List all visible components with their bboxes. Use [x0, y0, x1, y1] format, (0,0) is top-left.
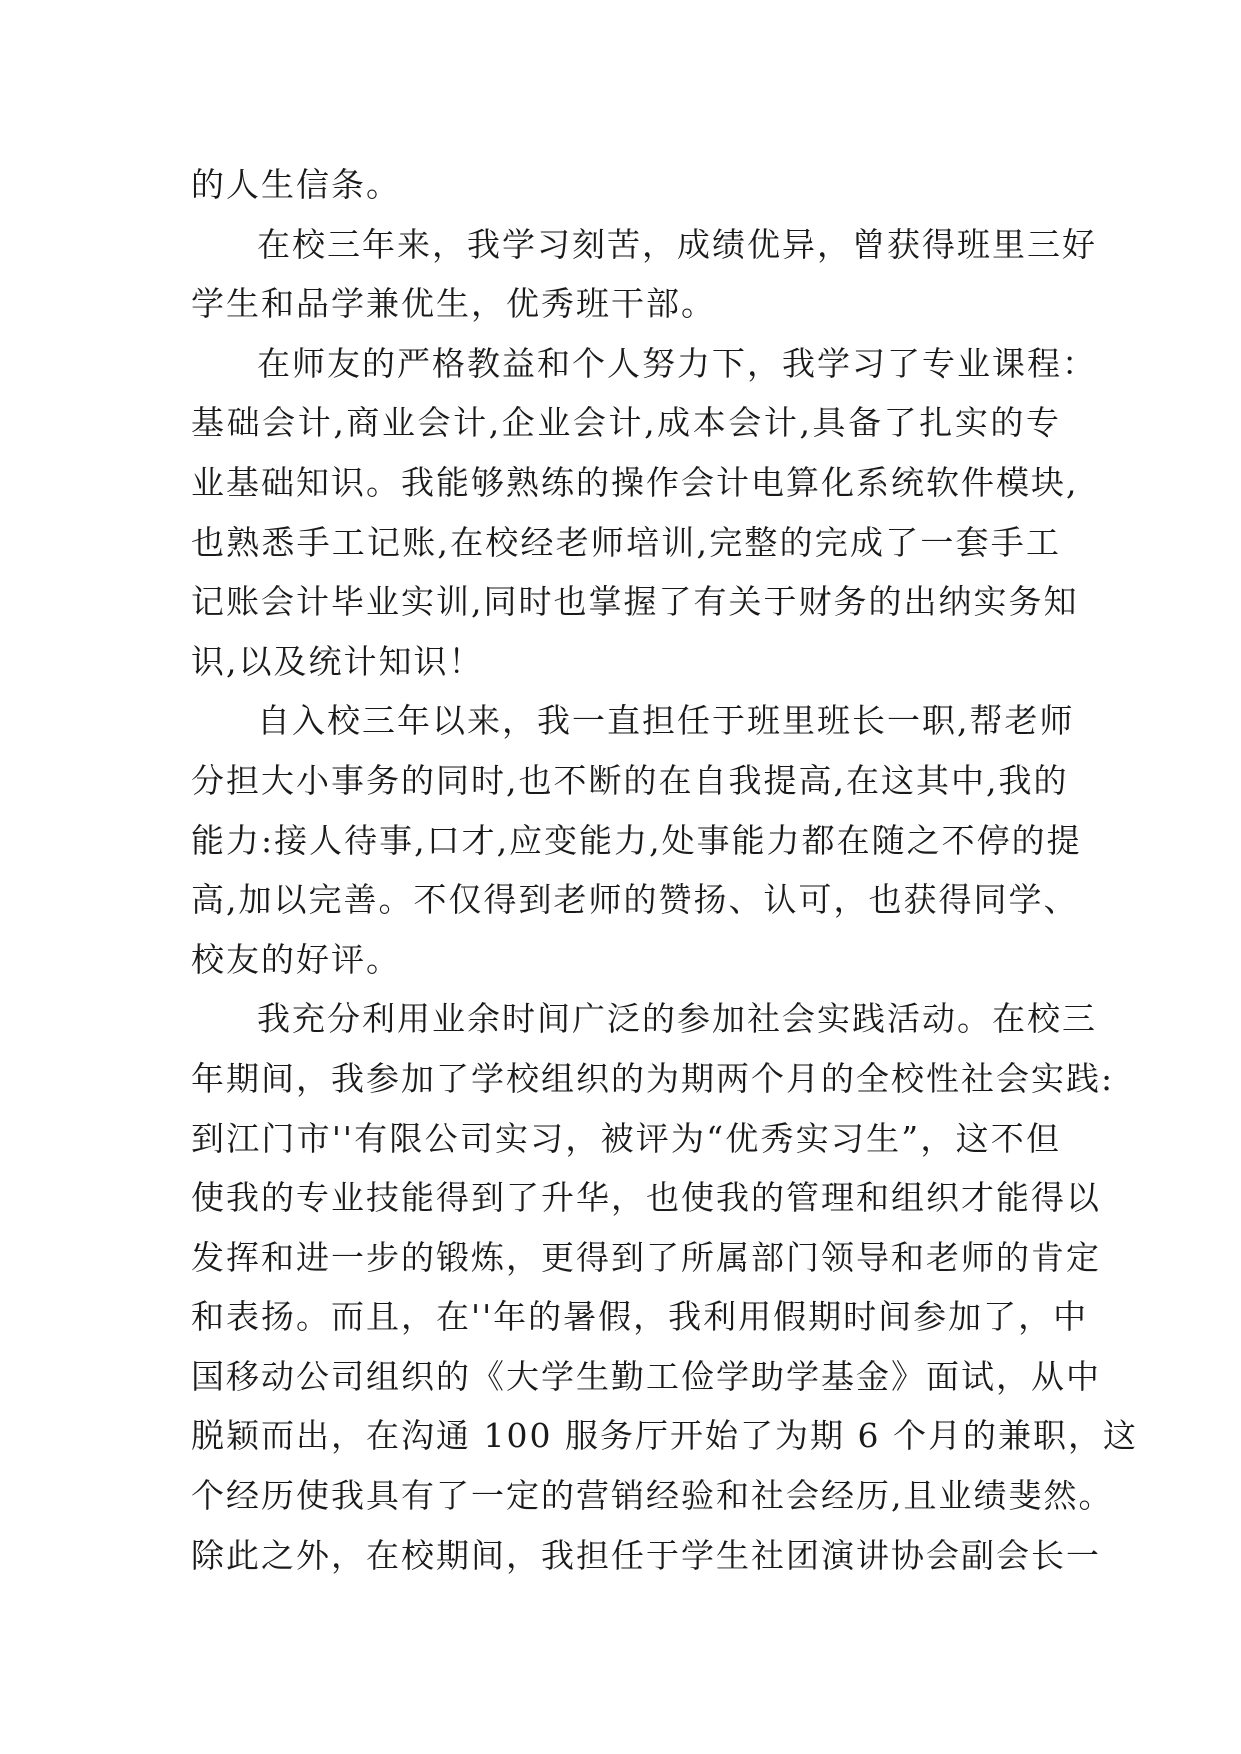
text-line: 学生和品学兼优生，优秀班干部。 — [191, 284, 716, 324]
text-line: 在师友的严格教益和个人努力下，我学习了专业课程： — [257, 343, 1097, 383]
paragraph-class-monitor — [191, 691, 1082, 989]
text-line: 校友的好评。 — [191, 939, 401, 979]
text-line: 分担大小事务的同时,也不断的在自我提高,在这其中,我的 — [191, 760, 1069, 800]
text-line: 国移动公司组织的《大学生勤工俭学助学基金》面试，从中 — [191, 1356, 1101, 1396]
text-line: 在校三年来，我学习刻苦，成绩优异，曾获得班里三好 — [257, 224, 1097, 264]
text-line: 也熟悉手工记账,在校经老师培训,完整的完成了一套手工 — [191, 522, 1061, 562]
document-body — [191, 155, 1138, 1585]
text-line: 基础会计,商业会计,企业会计,成本会计,具备了扎实的专 — [191, 403, 1061, 443]
text-line: 发挥和进一步的锻炼，更得到了所属部门领导和老师的肯定 — [191, 1237, 1101, 1277]
paragraph-social-practice — [191, 989, 1138, 1585]
text-line: 我充分利用业余时间广泛的参加社会实践活动。在校三 — [257, 999, 1097, 1039]
text-line: 使我的专业技能得到了升华，也使我的管理和组织才能得以 — [191, 1178, 1101, 1218]
text-line: 脱颖而出，在沟通 100 服务厅开始了为期 6 个月的兼职，这 — [191, 1416, 1138, 1456]
text-line: 识,以及统计知识！ — [191, 641, 484, 681]
text-line: 记账会计毕业实训,同时也掌握了有关于财务的出纳实务知 — [191, 582, 1079, 622]
text-line: 业基础知识。我能够熟练的操作会计电算化系统软件模块, — [191, 462, 1079, 502]
paragraph-achievements — [191, 215, 1097, 334]
text-line: 除此之外，在校期间，我担任于学生社团演讲协会副会长一 — [191, 1535, 1101, 1575]
paragraph-continuation — [191, 155, 1061, 215]
text-line: 个经历使我具有了一定的营销经验和社会经历,且业绩斐然。 — [191, 1476, 1114, 1516]
paragraph-courses — [191, 334, 1097, 692]
text-line: 和表扬。而且，在''年的暑假，我利用假期时间参加了，中 — [191, 1297, 1089, 1337]
text-line: 的人生信条。 — [191, 165, 401, 204]
text-line: 高,加以完善。不仅得到老师的赞扬、认可，也获得同学、 — [191, 880, 1079, 920]
text-line: 到江门市''有限公司实习，被评为“优秀实习生”，这不但 — [191, 1118, 1061, 1158]
text-line: 能力:接人待事,口才,应变能力,处事能力都在随之不停的提 — [191, 820, 1082, 860]
text-line: 年期间，我参加了学校组织的为期两个月的全校性社会实践: — [191, 1058, 1115, 1098]
text-line: 自入校三年以来，我一直担任于班里班长一职,帮老师 — [257, 701, 1075, 741]
